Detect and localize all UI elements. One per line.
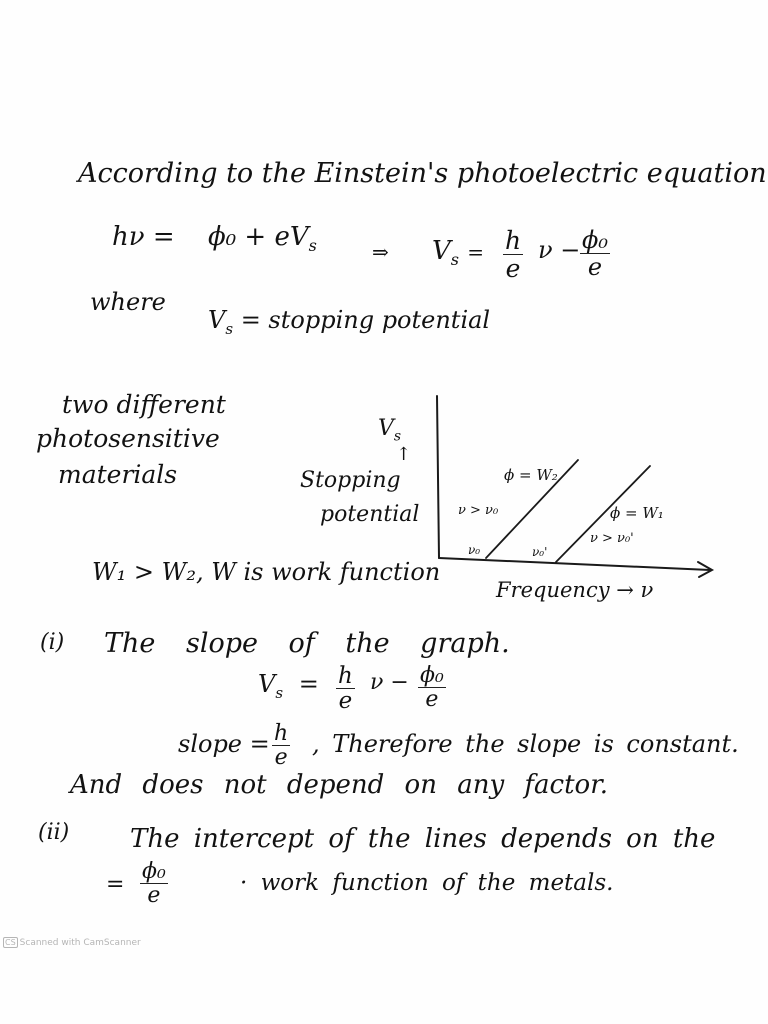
camscanner-text: Scanned with CamScanner [19,938,141,948]
part2-phi-denominator: e [147,883,161,909]
intercept-label-2: ν₀' [532,545,548,559]
implies-arrow-glyph: ⇒ [372,240,389,264]
x-axis-label-text: Frequency → ν [496,578,654,602]
equation-vs-symbol: V [432,236,451,266]
materials-label-text-1: two different [62,390,226,419]
intercept-label-1: ν₀ [468,543,481,557]
materials-label-text-3: materials [58,460,178,489]
work-function-relation [92,558,440,586]
part1-h-over-e [336,664,355,714]
equation-rhs-text: ϕ₀ + eV [208,222,309,252]
part2-phi-over-e [140,860,168,908]
materials-label-line-3 [58,460,177,489]
part1-line2-text: And does not depend on any factor. [70,770,609,800]
y-axis [437,396,439,558]
equation-minus: − [560,236,581,264]
slope-conclusion [312,730,739,758]
y-axis-symbol-text: V [378,416,394,441]
y-axis-arrow-glyph: ↑ [396,444,412,465]
part1-line2 [70,770,608,800]
part1-nu-symbol: ν [370,670,384,695]
part2-line1-text: The intercept of the lines depends on the [130,824,716,854]
implies-arrow [372,240,389,264]
equation-phi-denominator: e [587,253,603,282]
equation-vs-equals: = [467,240,485,264]
part1-phi-numerator: ϕ₀ [420,663,444,688]
where-definition-text: = stopping potential [240,306,491,334]
part1-equation-equals: = [298,670,319,698]
equation-phi-over-e [580,228,610,281]
where-symbol-subscript: s [225,319,234,338]
part2-number-text: (ii) [38,820,70,845]
work-function-text: W₁ > W₂, W is work function [92,558,441,586]
equation-lhs [112,222,175,252]
materials-label-line-1 [62,390,226,419]
part1-number [40,630,64,655]
equation-h-numerator: h [505,226,522,255]
equation-phi-numerator: ϕ₀ [582,226,608,254]
camscanner-logo: CS [5,938,16,947]
part2-number [38,820,69,845]
camscanner-watermark [3,938,141,948]
y-axis-name-text-1: Stopping [300,468,401,493]
where-definition [208,306,490,338]
equation-vs [432,236,484,269]
part1-equation-lhs [258,670,319,702]
y-axis-symbol [378,416,401,444]
equation-nu [538,236,580,264]
y-axis-symbol-subscript: s [393,428,402,445]
equation-rhs-subscript: s [308,236,317,256]
where-symbol: V [208,306,226,334]
line-label-w1: ϕ = W₁ [610,504,664,522]
y-axis-arrow [396,444,411,465]
part2-equals-sign: = [106,872,125,897]
equation-nu-symbol: ν [538,236,553,264]
part1-phi-over-e [418,664,446,712]
slope-numerator: h [274,721,289,746]
part2-line2-text: · work function of the metals. [240,870,614,896]
part1-equation-lhs-subscript: s [275,683,284,702]
slope-fraction [272,722,290,770]
materials-label-text-2: photosensitive [36,424,220,453]
slope-conclusion-text: , Therefore the slope is constant. [312,730,739,758]
part1-equation-lhs-symbol: V [258,670,276,698]
x-axis-label [496,578,653,602]
part1-heading-text: The slope of the graph. [104,628,510,659]
equation-rhs [208,222,317,255]
part2-phi-numerator: ϕ₀ [142,859,166,884]
region-label-2: ν > ν₀' [590,531,634,546]
equation-h-over-e [503,228,523,283]
where-text: where [90,288,166,316]
part2-line2 [240,870,613,896]
slope-label-text: slope = [178,730,270,758]
part1-phi-denominator: e [425,687,439,713]
part1-heading [104,628,510,659]
y-axis-name-text-2: potential [320,502,420,527]
line-label-w2: ϕ = W₂ [504,466,558,484]
part1-minus: − [390,670,409,695]
slope-denominator: e [274,745,288,771]
intro-line [78,158,767,189]
slope-label [178,730,270,758]
materials-label-line-2 [36,424,220,453]
y-axis-name-line-1 [300,468,401,493]
part1-h-numerator: h [338,663,353,689]
equation-lhs-text: hν = [112,222,175,252]
part2-equals [106,872,124,897]
part1-nu-minus [370,670,409,695]
part1-h-denominator: e [338,688,353,715]
y-axis-name-line-2 [320,502,419,527]
x-axis [439,558,712,577]
part1-number-text: (i) [40,630,65,655]
part2-line1 [130,824,715,854]
where-label [90,288,166,316]
equation-h-denominator: e [505,254,521,284]
region-label-1: ν > ν₀ [458,503,499,518]
equation-vs-subscript: s [450,250,459,270]
intro-text: According to the Einstein's photoelectric equation [78,158,767,189]
